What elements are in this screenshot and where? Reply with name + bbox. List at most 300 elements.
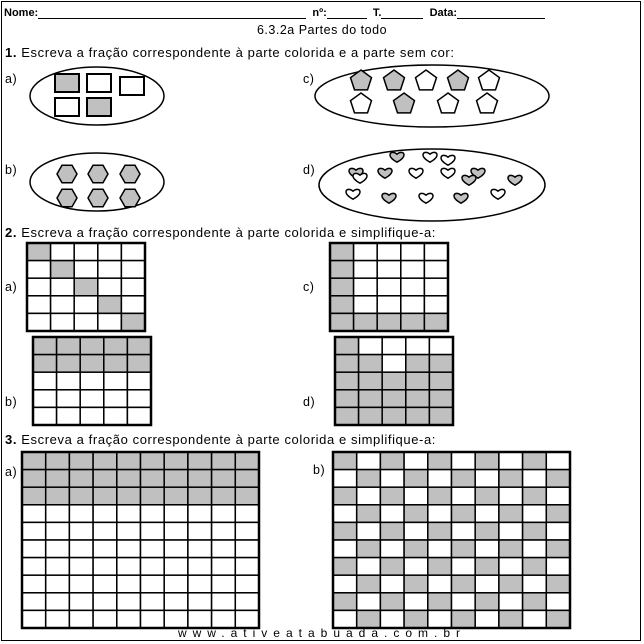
heart-shape — [508, 175, 522, 185]
pentagon-shape — [438, 93, 459, 113]
grid-2a-cell — [121, 313, 145, 331]
grid-3a-cell — [188, 593, 212, 611]
grid-3b-cell — [357, 505, 381, 523]
grid-2b-cell — [80, 337, 104, 355]
grid-2b-cell — [104, 372, 128, 390]
grid-3a-cell — [117, 452, 141, 470]
grid-3a-cell — [69, 593, 93, 611]
grid-2a-cell — [27, 296, 51, 314]
grid-3b-cell — [523, 593, 547, 611]
grid-3b-cell — [357, 540, 381, 558]
grid-3a-cell — [69, 505, 93, 523]
grid-3a-cell — [22, 540, 46, 558]
grid-3b-cell — [404, 522, 428, 540]
grid-3a-cell — [93, 522, 117, 540]
grid-2b-cell — [57, 372, 81, 390]
grid-3b-cell — [475, 558, 499, 576]
grid-3b-cell — [380, 558, 404, 576]
grid-3b-cell — [475, 505, 499, 523]
label-1a: a) — [5, 72, 18, 86]
grid-2b-cell — [127, 407, 151, 425]
label-2a: a) — [5, 280, 18, 294]
grid-3b-cell — [499, 505, 523, 523]
pentagon-shape — [477, 93, 498, 113]
grid-3a-cell — [93, 487, 117, 505]
question-3-text: Escreva a fração correspondente à parte colorida e simplifique-a: — [21, 432, 437, 447]
grid-3a-cell — [69, 452, 93, 470]
grid-3a-cell — [93, 470, 117, 488]
grid-2a-cell — [51, 261, 75, 279]
grid-3a-cell — [46, 470, 70, 488]
grid-3a-cell — [164, 593, 188, 611]
pentagon-shape — [384, 70, 405, 90]
grid-3a-cell — [141, 470, 165, 488]
grid-3b-cell — [428, 452, 452, 470]
grid-3a-cell — [46, 452, 70, 470]
grid-3b-cell — [404, 558, 428, 576]
grid-2b-cell — [33, 372, 57, 390]
grid-2c-cell — [330, 278, 354, 296]
grid-2d-cell — [406, 337, 430, 355]
label-2d: d) — [303, 395, 316, 409]
grid-2d-cell — [382, 372, 406, 390]
grid-2b-cell — [57, 337, 81, 355]
grid-3b-cell — [333, 452, 357, 470]
grid-3b-cell — [428, 558, 452, 576]
grid-3b-cell — [333, 505, 357, 523]
grid-3b-cell — [452, 470, 476, 488]
grid-2c-cell — [424, 296, 448, 314]
grid-3a-cell — [69, 540, 93, 558]
hexagon-shape — [88, 189, 108, 206]
grid-3b-cell — [546, 522, 570, 540]
grid-3a-cell — [188, 470, 212, 488]
grid-3a-cell — [235, 558, 259, 576]
grid-3b-cell — [404, 452, 428, 470]
grid-3a-cell — [164, 470, 188, 488]
hexagon-shape — [120, 189, 140, 206]
grid-3a-cell — [46, 558, 70, 576]
grid-3a-cell — [235, 487, 259, 505]
grid-3b-cell — [475, 487, 499, 505]
grid-3b-cell — [499, 558, 523, 576]
grid-3b-cell — [357, 575, 381, 593]
grid-2d-cell — [382, 390, 406, 408]
grid-3a-cell — [46, 522, 70, 540]
grid-3a-cell — [141, 540, 165, 558]
grid-2c-cell — [330, 243, 354, 261]
pentagon-shape — [448, 70, 469, 90]
grid-3b-cell — [546, 470, 570, 488]
grid-3b-cell — [404, 575, 428, 593]
grid-2b-cell — [57, 355, 81, 373]
grid-2a-cell — [27, 278, 51, 296]
grid-3b-cell — [546, 540, 570, 558]
grid-2b-cell — [33, 355, 57, 373]
grid-2a-cell — [51, 313, 75, 331]
pentagon-shape — [394, 93, 415, 113]
grid-2a-cell — [27, 313, 51, 331]
grid-3b-cell — [357, 522, 381, 540]
question-1-number: 1. — [5, 45, 18, 60]
grid-3b-cell — [404, 505, 428, 523]
grid-3b-cell — [523, 487, 547, 505]
grid-2c-cell — [424, 278, 448, 296]
grid-2c-cell — [330, 261, 354, 279]
grid-3a-cell — [141, 487, 165, 505]
grid-3b-cell — [333, 575, 357, 593]
grid-3a-cell — [22, 470, 46, 488]
grid-3b-cell — [499, 522, 523, 540]
grid-3a-cell — [212, 558, 236, 576]
grid-3a-cell — [141, 575, 165, 593]
grid-3a-cell — [93, 540, 117, 558]
grid-2a-cell — [74, 278, 98, 296]
grid-3b-cell — [333, 593, 357, 611]
pentagon-shape — [416, 70, 437, 90]
grid-2b-cell — [127, 390, 151, 408]
date-label: Data: — [429, 7, 458, 19]
grid-3b-cell — [523, 558, 547, 576]
grid-3a-cell — [117, 522, 141, 540]
grid-3a-cell — [235, 470, 259, 488]
label-3b: b) — [313, 463, 326, 477]
grid-3b-cell — [428, 540, 452, 558]
grid-3a-cell — [69, 575, 93, 593]
square-shape — [120, 77, 144, 95]
grid-3a-cell — [22, 575, 46, 593]
grid-3b-cell — [546, 487, 570, 505]
grid-3b-cell — [357, 452, 381, 470]
grid-3a-cell — [46, 593, 70, 611]
page-title: 6.3.2a Partes do todo — [256, 23, 388, 37]
grid-3b-cell — [380, 593, 404, 611]
grid-2a-cell — [51, 296, 75, 314]
grid-2a-cell — [98, 313, 122, 331]
grid-3b-cell — [523, 575, 547, 593]
heart-shape — [491, 189, 505, 199]
grid-2a-cell — [98, 278, 122, 296]
square-shape — [87, 98, 111, 116]
grid-3b-cell — [380, 575, 404, 593]
grid-3b-cell — [475, 593, 499, 611]
grid-3a-cell — [117, 593, 141, 611]
grid-3b-cell — [404, 487, 428, 505]
label-1b: b) — [5, 163, 18, 177]
grid-3b-cell — [499, 470, 523, 488]
grid-3a-cell — [46, 505, 70, 523]
question-2-number: 2. — [5, 225, 18, 240]
grid-2b-cell — [57, 407, 81, 425]
square-shape — [55, 98, 79, 116]
pentagon-shape — [351, 93, 372, 113]
grid-3a-cell — [212, 540, 236, 558]
grid-2a-cell — [74, 313, 98, 331]
grid-2b-cell — [33, 390, 57, 408]
grid-3b-cell — [523, 470, 547, 488]
grid-3b-cell — [428, 593, 452, 611]
heart-shape — [390, 152, 404, 162]
grid-2d-cell — [429, 337, 453, 355]
grid-3a-cell — [69, 558, 93, 576]
heart-shape — [346, 189, 360, 199]
hexagon-shape — [57, 165, 77, 182]
hexagon-shape — [120, 165, 140, 182]
grid-3a-cell — [212, 470, 236, 488]
grid-3a-cell — [141, 452, 165, 470]
grid-3b-cell — [428, 522, 452, 540]
grid-2c-cell — [401, 261, 425, 279]
grid-2b-cell — [33, 407, 57, 425]
grid-3b-cell — [475, 470, 499, 488]
grid-2b-cell — [127, 355, 151, 373]
question-1-text: Escreva a fração correspondente à parte colorida e a parte sem cor: — [21, 45, 455, 60]
grid-2a-cell — [51, 243, 75, 261]
square-shape — [87, 74, 111, 92]
grid-3b-cell — [380, 470, 404, 488]
grid-3b-cell — [333, 470, 357, 488]
grid-3b-cell — [499, 575, 523, 593]
grid-3a-cell — [93, 452, 117, 470]
grid-3b-cell — [475, 575, 499, 593]
grid-2c-cell — [377, 243, 401, 261]
grid-3b-cell — [380, 505, 404, 523]
grid-2d-cell — [359, 355, 383, 373]
grid-3b-cell — [546, 575, 570, 593]
grid-2d-cell — [429, 355, 453, 373]
grid-2d-cell — [335, 337, 359, 355]
grid-2d-cell — [406, 372, 430, 390]
grid-2c-cell — [354, 278, 378, 296]
grid-2d-cell — [406, 355, 430, 373]
label-1c: c) — [303, 72, 315, 86]
grid-2d-cell — [359, 337, 383, 355]
grid-2c-cell — [424, 243, 448, 261]
grid-3b-cell — [452, 487, 476, 505]
grid-3a-cell — [141, 522, 165, 540]
grid-3a-cell — [117, 540, 141, 558]
grid-3b-cell — [475, 522, 499, 540]
footer-url: www.ativeatabuada.com.br — [177, 626, 467, 640]
grid-3b-cell — [452, 540, 476, 558]
grid-2b-cell — [57, 390, 81, 408]
grid-2d-cell — [335, 407, 359, 425]
grid-3a-cell — [22, 452, 46, 470]
grid-3b-cell — [404, 593, 428, 611]
grid-3b-cell — [452, 522, 476, 540]
grid-3a-cell — [235, 452, 259, 470]
grid-3b-cell — [404, 540, 428, 558]
grid-2b-cell — [127, 372, 151, 390]
grid-2a-cell — [74, 261, 98, 279]
grid-2a-cell — [98, 243, 122, 261]
grid-2a-cell — [121, 261, 145, 279]
grid-2c-cell — [354, 296, 378, 314]
grid-3a-cell — [22, 558, 46, 576]
grid-2c-cell — [424, 313, 448, 331]
grid-3b-cell — [523, 452, 547, 470]
heart-shape — [378, 168, 392, 178]
grid-2a-cell — [121, 296, 145, 314]
grid-3b-cell — [499, 593, 523, 611]
grid-3b-cell — [333, 487, 357, 505]
grid-3a-cell — [46, 575, 70, 593]
grid-3b-cell — [428, 470, 452, 488]
grid-2a-cell — [27, 243, 51, 261]
grid-2d-cell — [359, 372, 383, 390]
grid-3b-cell — [475, 540, 499, 558]
grid-3a-cell — [188, 558, 212, 576]
grid-2c-cell — [330, 313, 354, 331]
grid-2c-cell — [377, 278, 401, 296]
grid-2c-cell — [354, 261, 378, 279]
label-1d: d) — [303, 163, 316, 177]
grid-3b-cell — [546, 505, 570, 523]
grid-3b-cell — [357, 487, 381, 505]
grid-3a-cell — [69, 487, 93, 505]
grid-3a-cell — [117, 558, 141, 576]
grid-3a-cell — [164, 452, 188, 470]
grid-3a-cell — [164, 540, 188, 558]
heart-shape — [454, 193, 468, 203]
grid-3b-cell — [523, 522, 547, 540]
grid-3a-cell — [188, 540, 212, 558]
grid-3b-cell — [428, 487, 452, 505]
grid-3a-cell — [93, 575, 117, 593]
grid-3b-cell — [452, 575, 476, 593]
grid-2d-cell — [382, 337, 406, 355]
grid-3b-cell — [333, 558, 357, 576]
grid-3a-cell — [164, 487, 188, 505]
grid-3a-cell — [117, 470, 141, 488]
grid-3a-cell — [164, 505, 188, 523]
grid-3a-cell — [188, 522, 212, 540]
grid-3a-cell — [188, 487, 212, 505]
grid-2a-cell — [74, 296, 98, 314]
label-2c: c) — [303, 280, 315, 294]
grid-2b-cell — [127, 337, 151, 355]
square-shape — [55, 74, 79, 92]
grid-3b-cell — [428, 505, 452, 523]
grid-2b-cell — [104, 355, 128, 373]
grid-3a-cell — [69, 470, 93, 488]
grid-3b-cell — [452, 505, 476, 523]
grid-3b-cell — [523, 540, 547, 558]
grid-3b-cell — [452, 452, 476, 470]
grid-3a-cell — [46, 540, 70, 558]
grid-3a-cell — [212, 522, 236, 540]
grid-3a-cell — [22, 487, 46, 505]
hexagon-shape — [57, 189, 77, 206]
grid-3a-cell — [141, 593, 165, 611]
grid-2c-cell — [401, 278, 425, 296]
label-3a: a) — [5, 465, 18, 479]
grid-3a-cell — [93, 505, 117, 523]
grid-3a-cell — [46, 487, 70, 505]
pentagon-shape — [479, 70, 500, 90]
grid-2d-cell — [382, 407, 406, 425]
grid-2b-cell — [104, 337, 128, 355]
grid-2b-cell — [80, 355, 104, 373]
question-3-number: 3. — [5, 432, 18, 447]
heart-shape — [382, 193, 396, 203]
grid-3b-cell — [380, 522, 404, 540]
heart-shape — [441, 155, 455, 165]
name-label: Nome: — [4, 7, 39, 19]
question-2-text: Escreva a fração correspondente à parte colorida e simplifique-a: — [21, 225, 437, 240]
heart-shape — [353, 173, 367, 183]
grid-3b-cell — [357, 470, 381, 488]
grid-2c-cell — [424, 261, 448, 279]
heart-shape — [423, 152, 437, 162]
grid-3a-cell — [117, 487, 141, 505]
grid-2d-cell — [359, 390, 383, 408]
grid-2b-cell — [80, 390, 104, 408]
grid-2d-cell — [429, 372, 453, 390]
grid-3a-cell — [212, 452, 236, 470]
grid-3a-cell — [164, 558, 188, 576]
grid-3b-cell — [499, 452, 523, 470]
grid-2c-cell — [401, 296, 425, 314]
grid-3a-cell — [212, 593, 236, 611]
grid-3a-cell — [235, 505, 259, 523]
grid-3a-cell — [188, 452, 212, 470]
grid-3b-cell — [333, 540, 357, 558]
grid-3b-cell — [546, 593, 570, 611]
grid-3a-cell — [188, 505, 212, 523]
class-label: T. — [372, 7, 382, 19]
grid-3a-cell — [141, 558, 165, 576]
grid-2d-cell — [429, 407, 453, 425]
heart-shape — [441, 168, 455, 178]
grid-3a-cell — [164, 575, 188, 593]
number-label: nº: — [312, 7, 327, 19]
grid-2c-cell — [354, 313, 378, 331]
grid-2a-cell — [98, 261, 122, 279]
grid-2a-cell — [51, 278, 75, 296]
grid-3a-cell — [93, 593, 117, 611]
grid-2c-cell — [377, 261, 401, 279]
grid-3b-cell — [428, 575, 452, 593]
grid-2a-cell — [74, 243, 98, 261]
grid-3a-cell — [69, 522, 93, 540]
grid-3b-cell — [357, 558, 381, 576]
grid-2d-cell — [429, 390, 453, 408]
heart-shape — [462, 175, 476, 185]
grid-2c-cell — [377, 296, 401, 314]
grid-2c-cell — [401, 313, 425, 331]
grid-3b-cell — [523, 505, 547, 523]
grid-3a-cell — [117, 505, 141, 523]
grid-3a-cell — [93, 558, 117, 576]
grid-2d-cell — [335, 355, 359, 373]
grid-3a-cell — [212, 575, 236, 593]
grid-3a-cell — [212, 487, 236, 505]
grid-2b-cell — [80, 407, 104, 425]
grid-3a-cell — [235, 593, 259, 611]
heart-shape — [419, 193, 433, 203]
grid-3b-cell — [404, 470, 428, 488]
grid-2b-cell — [33, 337, 57, 355]
grid-3a-cell — [22, 522, 46, 540]
grid-3b-cell — [452, 593, 476, 611]
grid-3a-cell — [117, 575, 141, 593]
grid-2d-cell — [382, 355, 406, 373]
grid-3a-cell — [188, 575, 212, 593]
grid-3b-cell — [380, 540, 404, 558]
grid-2c-cell — [377, 313, 401, 331]
grid-2d-cell — [335, 372, 359, 390]
